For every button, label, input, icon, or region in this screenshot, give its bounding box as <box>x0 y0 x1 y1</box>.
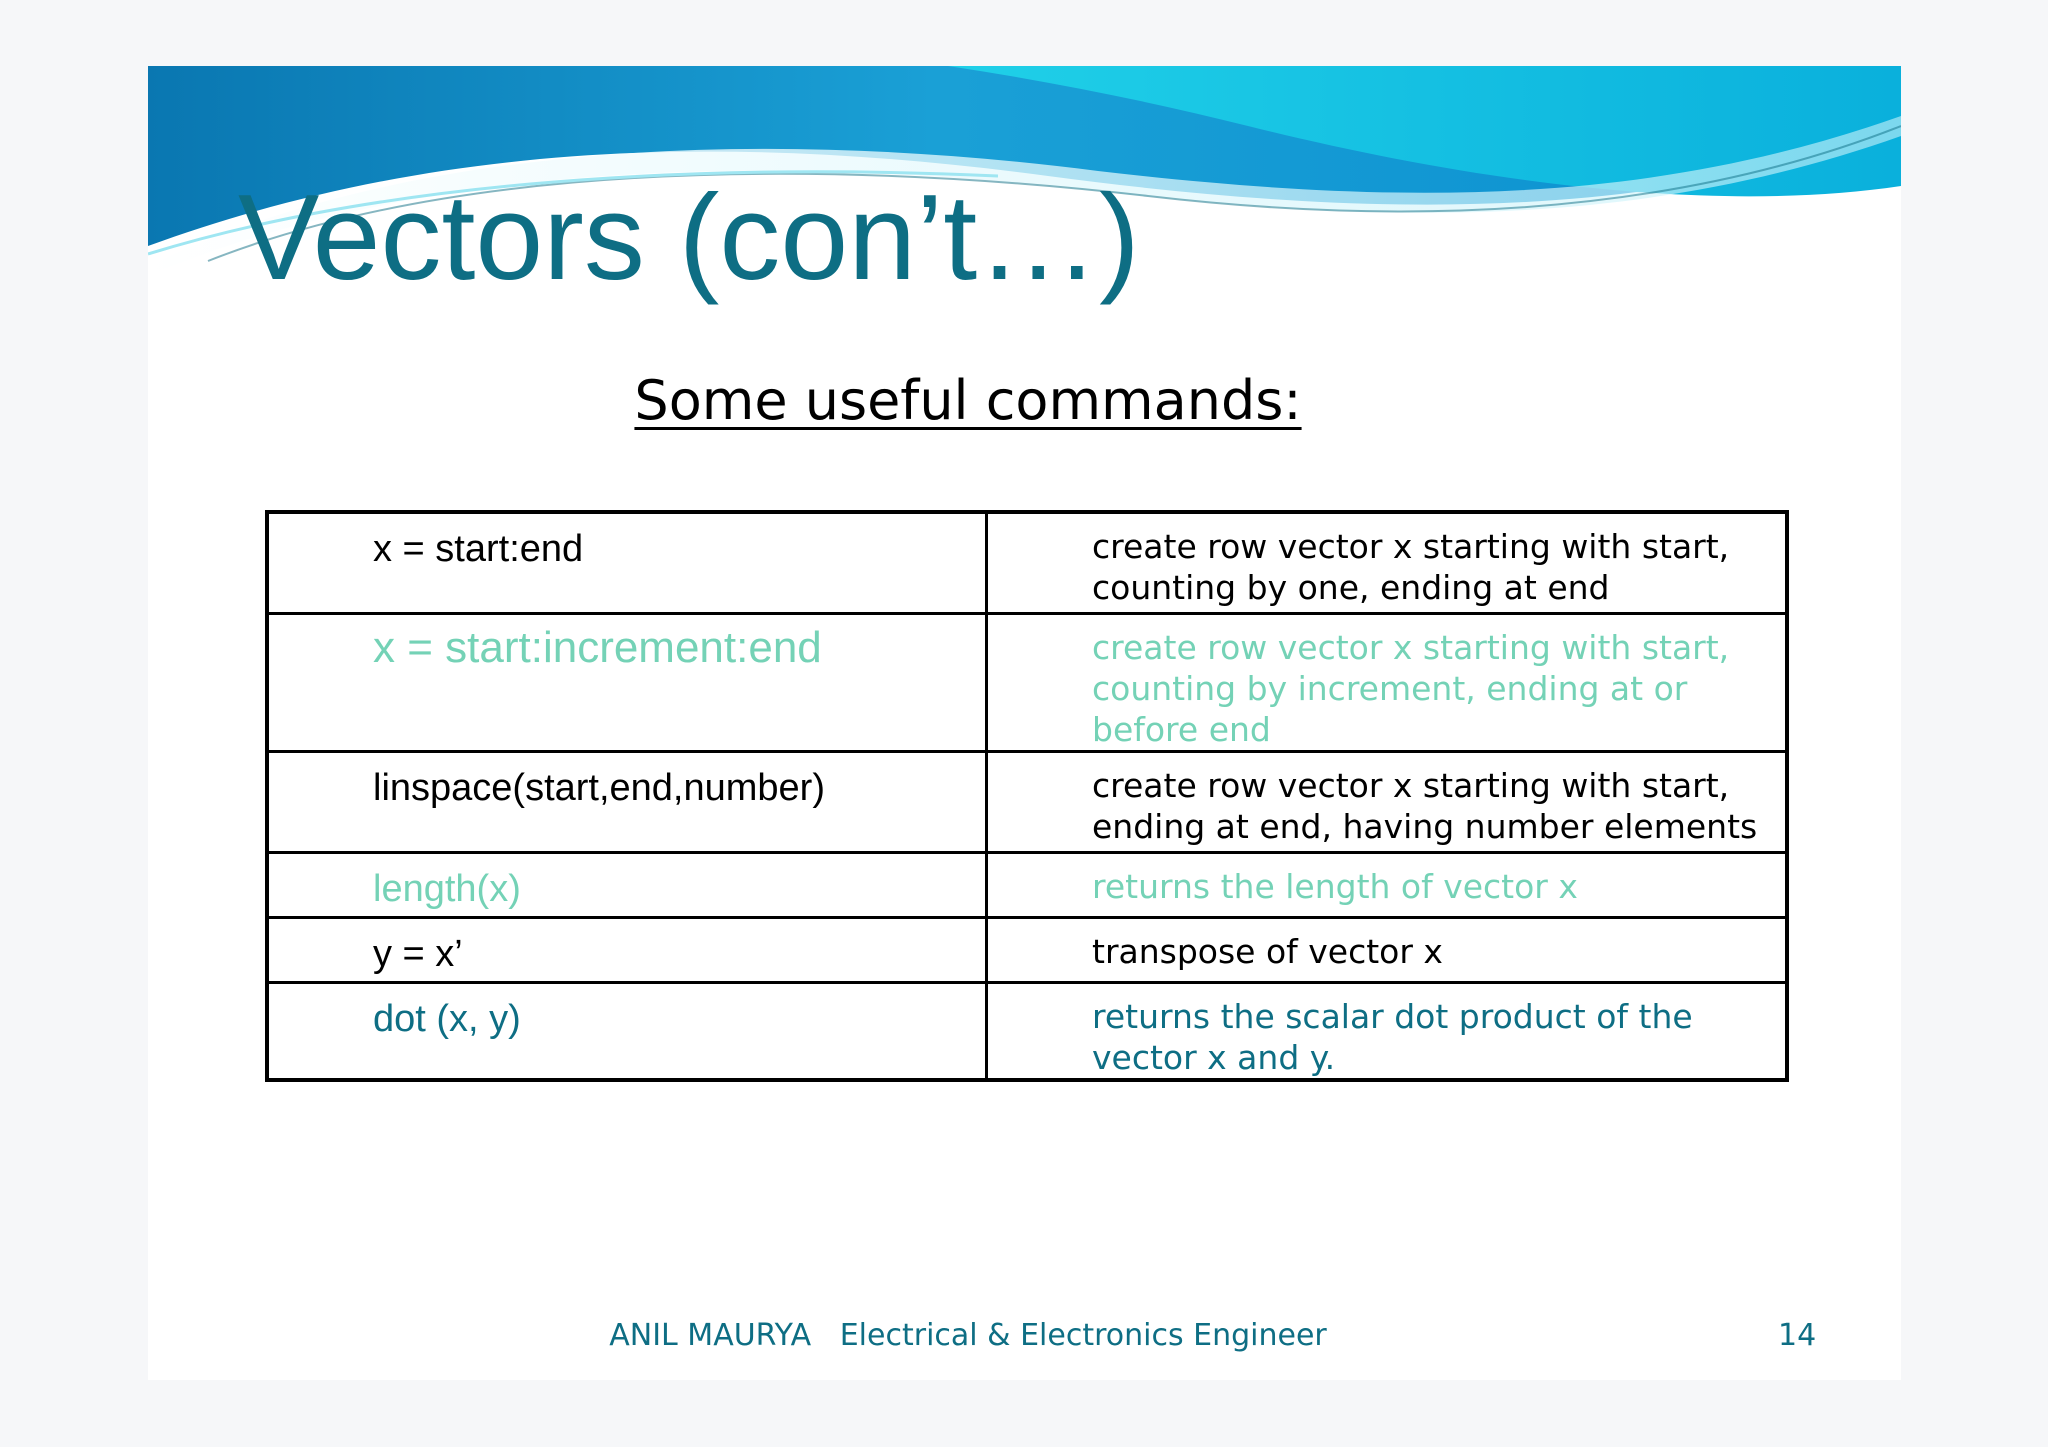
page-number: 14 <box>1778 1318 1817 1353</box>
table-row <box>267 918 1787 983</box>
description-text: returns the scalar dot product of the vector x and y. <box>1092 997 1693 1077</box>
description-text: transpose of vector x <box>1092 932 1443 971</box>
slide-title: Vectors (con’t…) <box>238 169 1140 305</box>
description-cell <box>987 614 1788 752</box>
table-row <box>267 853 1787 918</box>
slide-subtitle: Some useful commands: <box>634 369 1302 432</box>
table-row <box>267 614 1787 752</box>
command-text: x = start:end <box>373 528 584 570</box>
command-cell <box>267 983 987 1081</box>
description-text: create row vector x starting with start, ending at end, having number elements <box>1092 766 1758 846</box>
slide <box>148 66 1901 1380</box>
command-cell <box>267 512 987 614</box>
command-text: length(x) <box>373 868 521 910</box>
table-row <box>267 752 1787 853</box>
command-text: x = start:increment:end <box>373 623 822 672</box>
table-row <box>267 983 1787 1081</box>
command-text: dot (x, y) <box>373 998 521 1040</box>
footer-author: ANIL MAURYA Electrical & Electronics Engineer <box>609 1318 1327 1353</box>
description-cell <box>987 512 1788 614</box>
description-cell <box>987 918 1788 983</box>
commands-table <box>265 510 1789 1082</box>
command-cell <box>267 853 987 918</box>
description-text: returns the length of vector x <box>1092 867 1578 906</box>
command-cell <box>267 752 987 853</box>
description-text: create row vector x starting with start, counting by one, ending at end <box>1092 527 1730 607</box>
command-text: linspace(start,end,number) <box>373 767 825 809</box>
description-cell <box>987 983 1788 1081</box>
command-text: y = x’ <box>373 933 463 975</box>
description-text: create row vector x starting with start, counting by increment, ending at or before end <box>1092 628 1730 749</box>
command-cell <box>267 614 987 752</box>
table-row <box>267 512 1787 614</box>
description-cell <box>987 752 1788 853</box>
command-cell <box>267 918 987 983</box>
description-cell <box>987 853 1788 918</box>
